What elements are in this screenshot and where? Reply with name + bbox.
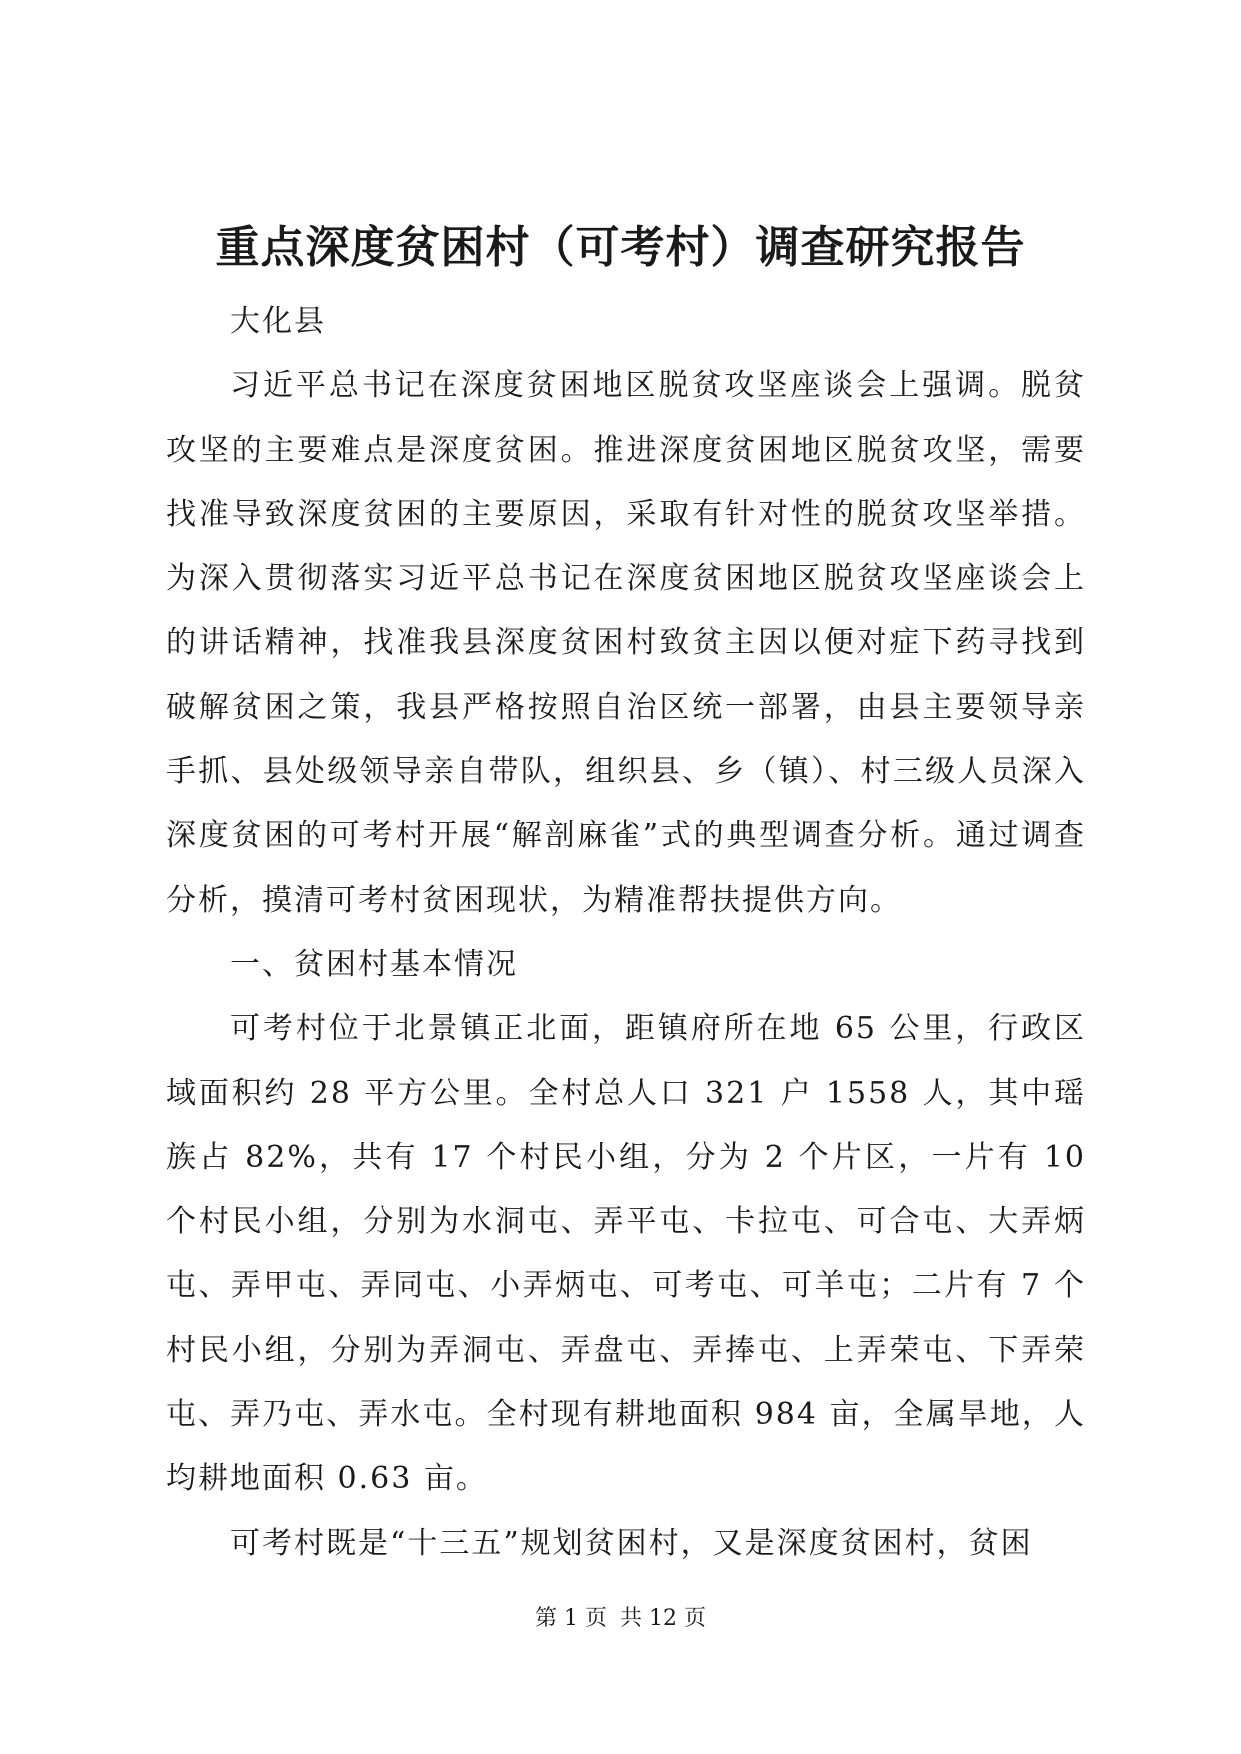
document-body (166, 290, 1086, 1576)
section-heading: 一、贫困村基本情况 (230, 946, 518, 982)
page-total: 共 12 页 (620, 1606, 706, 1631)
page-footer (0, 1604, 1241, 1634)
author-line: 大化县 (230, 304, 326, 339)
paragraph-intro: 习近平总书记在深度贫困地区脱贫攻坚座谈会上强调。脱贫攻坚的主要难点是深度贫困。推进深度贫困地区脱贫攻坚，需要找准导致深度贫困的主要原因，采取有针对性的脱贫攻坚举措。为深入贯彻落实习近平总书记在深度贫困地区脱贫攻坚座谈会上的讲话精神，找准我县深度贫困村致贫主因以便对症下药寻找到破解贫困之策，我县严格按照自治区统一部署，由县主要领导亲手抓、县处级领导亲自带队，组织县、乡（镇）、村三级人员深入深度贫困的可考村开展“解剖麻雀”式的典型调查分析。通过调查分析，摸清可考村贫困现状，为精准帮扶提供方向。 (166, 368, 1086, 918)
page-number: 第 1 页 (535, 1606, 607, 1631)
page-title: 重点深度贫困村（可考村）调查研究报告 (215, 222, 1026, 273)
paragraph-basic-info: 可考村位于北景镇正北面，距镇府所在地 65 公里，行政区域面积约 28 平方公里。全村总人口 321 户 1558 人，其中瑶族占 82%，共有 17 个村民小组，分为 2 个片区，一片有 10 个村民小组，分别为水洞屯、弄平屯、卡拉屯、可合屯、大弄炳屯、弄甲屯、弄同屯、小弄炳屯、可考屯、可羊屯；二片有 7 个村民小组，分别为弄洞屯、弄盘屯、弄捧屯、上弄荣屯、下弄荣屯、弄乃屯、弄水屯。全村现有耕地面积 984 亩，全属旱地，人均耕地面积 0.63 亩。 (166, 1011, 1086, 1497)
paragraph-poverty-status: 可考村既是“十三五”规划贫困村，又是深度贫困村，贫困 (230, 1525, 1033, 1561)
